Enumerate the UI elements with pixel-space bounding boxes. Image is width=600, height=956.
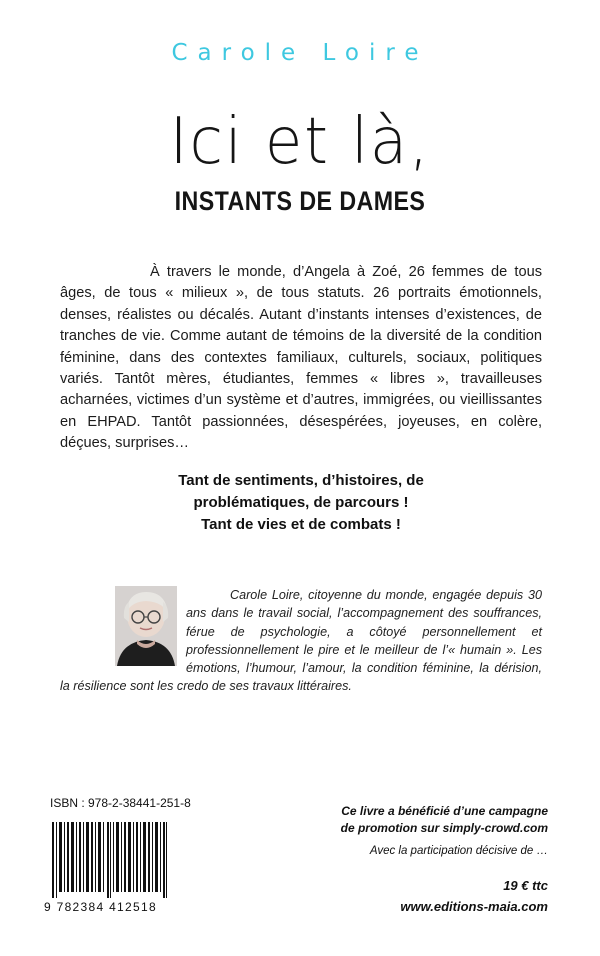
participation-text: Avec la participation décisive de … — [369, 845, 548, 857]
barcode — [52, 822, 168, 898]
tagline-line: problématiques, de parcours ! — [193, 494, 409, 511]
bio-text: Carole Loire, citoyenne du monde, engagée depuis 30 ans dans le travail social, l’accompagnement des souffrances, férue de psychologie, a côtoyé personnellement et professionnellement le pire et le meilleur de l’« humain ». Les émotions, l’humour, l’amour, la condition féminine, la dérision, la résilience sont les credo de ses travaux littéraires. — [60, 588, 542, 694]
isbn-text: ISBN : 978-2-38441-251-8 — [50, 796, 191, 810]
blurb-text: À travers le monde, d’Angela à Zoé, 26 femmes de tous âges, de tous « milieux », de tous statuts. 26 portraits émotionnels, denses, réalistes ou décalés. Autant d’instants intenses d’existences, de tranches de vie. Comme autant de témoins de la diversité de la condition féminine, dans des contextes familiaux, culturels, sociaux, politiques variés. Tantôt mères, étudiantes, femmes « libres », travailleuses acharnées, victimes d’un système et d’autres, immigrées, ou vieillissantes en EHPAD. Tantôt passionnées, désespérées, joyeuses, en colère, déçues, surprises… — [60, 264, 542, 452]
promo-text — [341, 803, 548, 837]
promo-line: de promotion sur simply-crowd.com — [340, 821, 548, 835]
author-name: Carole Loire — [171, 40, 429, 66]
publisher-website: www.editions-maia.com — [400, 899, 548, 914]
tagline — [60, 470, 542, 536]
promo-line: Ce livre a bénéficié d’une campagne — [341, 804, 548, 818]
photo-spacer — [60, 586, 186, 672]
price-text: 19 € ttc — [503, 878, 548, 893]
book-title: Ici et là, — [169, 105, 431, 179]
tagline-line: Tant de vies et de combats ! — [201, 516, 401, 533]
barcode-digits: 9 782384 412518 — [44, 900, 157, 914]
author-bio — [60, 586, 542, 696]
tagline-line: Tant de sentiments, d’histoires, de — [178, 472, 424, 489]
book-subtitle: INSTANTS DE DAMES — [174, 186, 426, 216]
